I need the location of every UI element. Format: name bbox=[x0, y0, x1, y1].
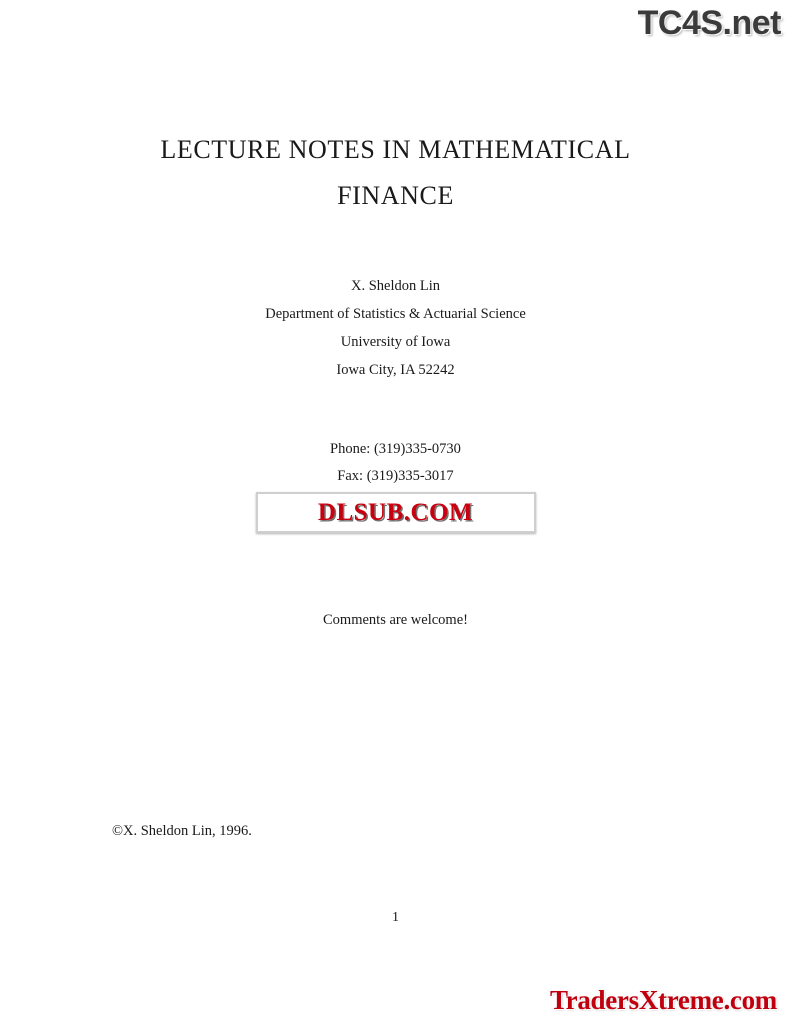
author-block bbox=[0, 272, 791, 384]
author-name: X. Sheldon Lin bbox=[350, 278, 440, 294]
watermark-bottom-right: TradersXtreme.com bbox=[549, 985, 777, 1015]
author-institution: University of Iowa bbox=[340, 334, 451, 350]
page-title bbox=[0, 127, 791, 219]
contact-block bbox=[0, 436, 791, 490]
comments-note: Comments are welcome! bbox=[323, 612, 468, 628]
author-address: Iowa City, IA 52242 bbox=[336, 362, 455, 378]
page-number: 1 bbox=[392, 910, 399, 925]
page-title-line-1: LECTURE NOTES IN MATHEMATICAL bbox=[160, 135, 631, 164]
contact-fax: Fax: (319)335-3017 bbox=[337, 468, 454, 484]
watermark-center-stamp bbox=[256, 492, 536, 533]
copyright-notice: ©X. Sheldon Lin, 1996. bbox=[112, 823, 252, 839]
author-department: Department of Statistics & Actuarial Science bbox=[265, 306, 526, 322]
page-title-line-2: FINANCE bbox=[337, 181, 454, 210]
watermark-top-right: TC4S.net bbox=[637, 4, 781, 42]
watermark-center-stamp-label: DLSUB.COM bbox=[317, 498, 474, 526]
contact-phone: Phone: (319)335-0730 bbox=[330, 441, 461, 457]
